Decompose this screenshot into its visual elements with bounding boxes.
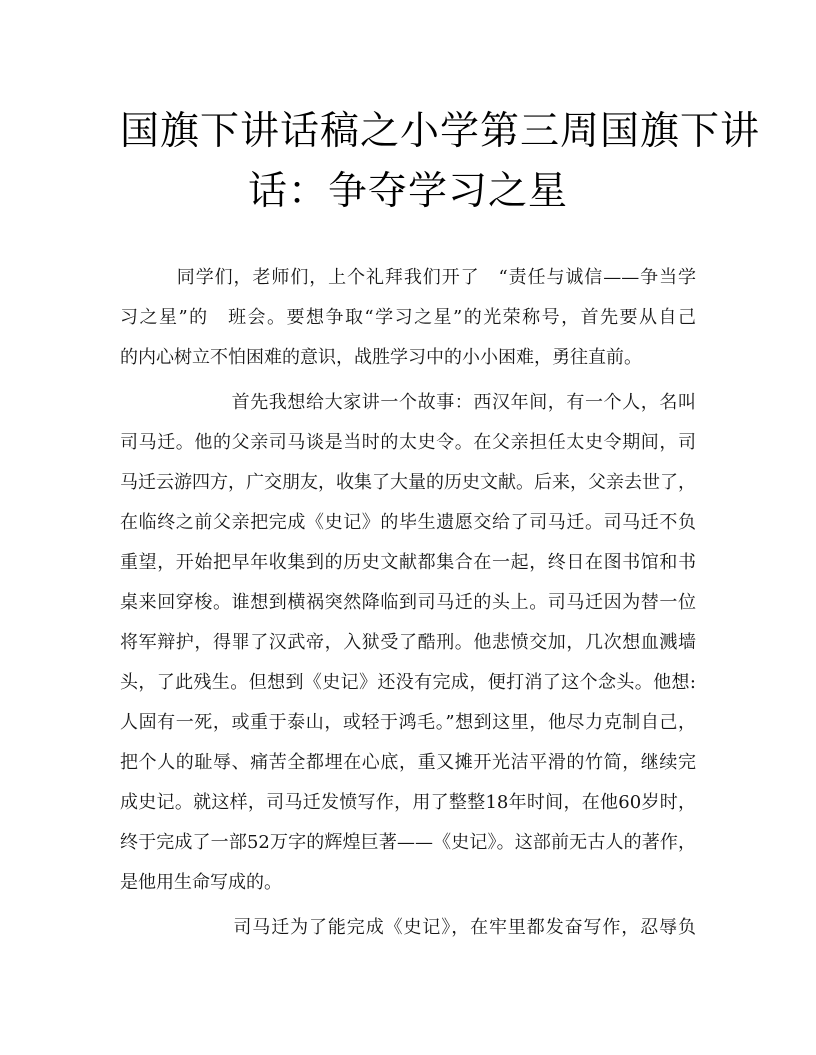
body-line: 重望，开始把早年收集到的历史文献都集合在一起，终日在图书馆和书 (120, 552, 696, 573)
title-line: 话：争夺学习之星 (247, 169, 568, 214)
body-line: 把个人的耻辱、痛苦全都埋在心底，重又摊开光洁平滑的竹简，继续完 (120, 752, 696, 773)
body-line: 马迁云游四方，广交朋友，收集了大量的历史文献。后来，父亲去世了， (120, 472, 696, 493)
body-line: 终于完成了一部52万字的辉煌巨著——《史记》。这部前无古人的著作， (120, 832, 696, 853)
body-line: 同学们，老师们，上个礼拜我们开了 “责任与诚信——争当学 (120, 267, 696, 288)
body-line: 首先我想给大家讲一个故事：西汉年间，有一个人，名叫 (120, 392, 696, 413)
body-line: 人固有一死，或重于泰山，或轻于鸿毛。”想到这里，他尽力克制自己， (120, 712, 696, 733)
body-line: 的内心树立不怕困难的意识，战胜学习中的小小困难，勇往直前。 (120, 347, 642, 368)
body-line: 成史记。就这样，司马迁发愤写作，用了整整18年时间，在他60岁时， (120, 792, 696, 813)
body-line: 司马迁。他的父亲司马谈是当时的太史令。在父亲担任太史令期间，司 (120, 432, 696, 453)
body-line: 将军辩护，得罪了汉武帝，入狱受了酷刑。他悲愤交加，几次想血溅墙 (120, 632, 696, 653)
body-line: 司马迁为了能完成《史记》，在牢里都发奋写作，忍辱负 (120, 917, 696, 938)
body-line: 是他用生命写成的。 (120, 872, 282, 893)
page-title (120, 102, 761, 222)
body-line: 习之星”的 班会。要想争取“学习之星”的光荣称号，首先要从自己 (120, 307, 696, 328)
body-line: 头，了此残生。但想到《史记》还没有完成，便打消了这个念头。他想: (120, 672, 696, 693)
body-line: 在临终之前父亲把完成《史记》的毕生遗愿交给了司马迁。司马迁不负 (120, 512, 696, 533)
body-line: 桌来回穿梭。谁想到横祸突然降临到司马迁的头上。司马迁因为替一位 (120, 592, 696, 613)
title-line: 国旗下讲话稿之小学第三周国旗下讲 (120, 109, 761, 154)
